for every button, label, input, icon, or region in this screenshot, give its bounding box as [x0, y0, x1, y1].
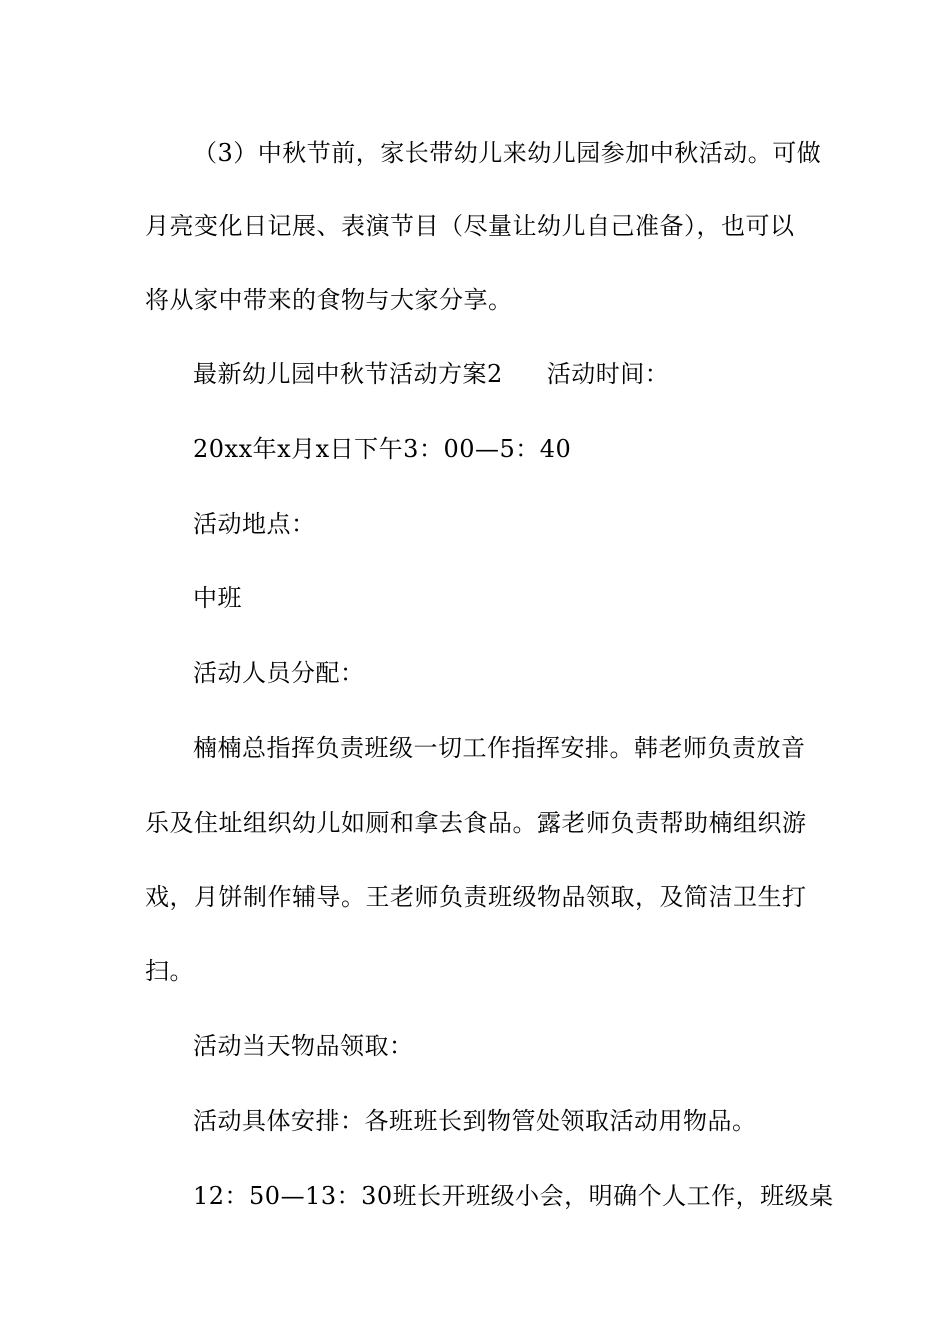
section-title: 最新幼儿园中秋节活动方案2	[193, 360, 503, 388]
activity-location-label: 活动地点：	[193, 510, 316, 538]
activity-time-label: 活动时间：	[546, 360, 670, 388]
paragraph-line: 乐及住址组织幼儿如厕和拿去食品。露老师负责帮助楠组织游	[145, 809, 807, 837]
activity-time-value: 20xx年x月x日下午3：00—5：40	[193, 435, 572, 463]
section-heading	[193, 359, 863, 389]
paragraph-line: 扫。	[145, 957, 194, 985]
schedule-line: 12：50—13：30班长开班级小会，明确个人工作，班级桌	[193, 1182, 834, 1210]
paragraph-line: 楠楠总指挥负责班级一切工作指挥安排。韩老师负责放音	[193, 734, 806, 762]
arrangement-line: 活动具体安排：各班班长到物管处领取活动用物品。	[193, 1107, 757, 1135]
items-collection-label: 活动当天物品领取：	[193, 1032, 414, 1060]
activity-location-value: 中班	[193, 584, 242, 612]
paragraph-line: 将从家中带来的食物与大家分享。	[145, 286, 513, 314]
paragraph-line: 戏，月饼制作辅导。王老师负责班级物品领取，及简洁卫生打	[145, 883, 807, 911]
staff-assignment-label: 活动人员分配：	[193, 659, 365, 687]
paragraph-line: 月亮变化日记展、表演节目（尽量让幼儿自己准备），也可以	[145, 212, 795, 240]
paragraph-line: （3）中秋节前，家长带幼儿来幼儿园参加中秋活动。可做	[193, 139, 822, 167]
